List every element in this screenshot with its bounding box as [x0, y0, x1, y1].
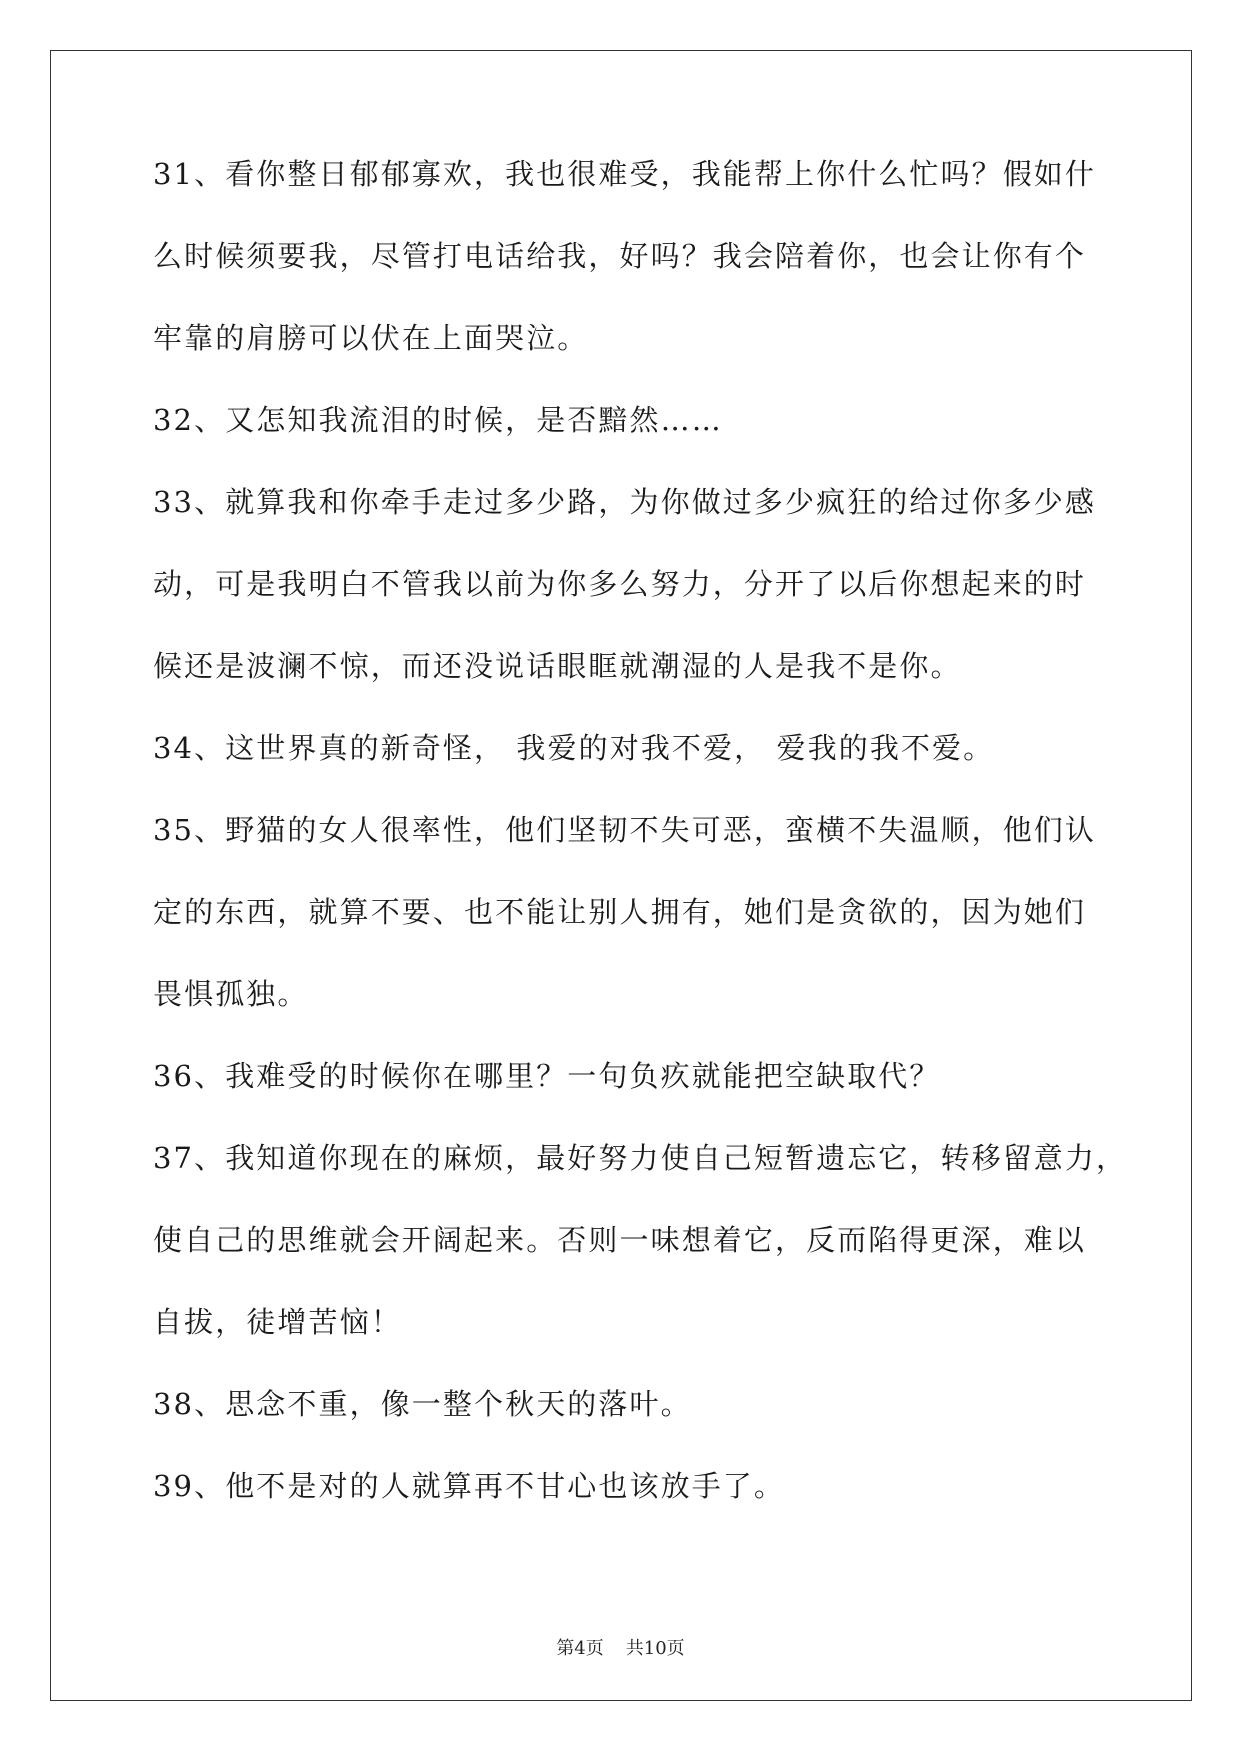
text-line: 34、这世界真的新奇怪， 我爱的对我不爱， 爱我的我不爱。: [153, 731, 995, 765]
document-body: [153, 157, 1128, 1554]
page-number-current: 第4页: [556, 1638, 604, 1659]
text-line: 定的东西，就算不要、也不能让别人拥有，她们是贪欲的，因为她们: [153, 895, 1087, 929]
text-line: 36、我难受的时候你在哪里？一句负疚就能把空缺取代？: [153, 1059, 941, 1093]
page-number-total: 共10页: [625, 1638, 685, 1659]
text-line: 38、思念不重，像一整个秋天的落叶。: [153, 1387, 692, 1421]
text-line: 31、看你整日郁郁寡欢，我也很难受，我能帮上你什么忙吗？假如什: [153, 157, 1097, 191]
text-line: 自拔，徒增苦恼！: [153, 1305, 402, 1339]
page-footer: [0, 1640, 1241, 1658]
text-line: 候还是波澜不惊，而还没说话眼眶就潮湿的人是我不是你。: [153, 649, 962, 683]
text-line: 32、又怎知我流泪的时候，是否黯然……: [153, 403, 723, 437]
text-line: 使自己的思维就会开阔起来。否则一味想着它，反而陷得更深，难以: [153, 1223, 1087, 1257]
text-line: 35、野猫的女人很率性，他们坚韧不失可恶，蛮横不失温顺，他们认: [153, 813, 1097, 847]
text-line: 动，可是我明白不管我以前为你多么努力，分开了以后你想起来的时: [153, 567, 1087, 601]
text-line: 牢靠的肩膀可以伏在上面哭泣。: [153, 321, 589, 355]
text-line: 33、就算我和你牵手走过多少路，为你做过多少疯狂的给过你多少感: [153, 485, 1097, 519]
text-line: 畏惧孤独。: [153, 977, 309, 1011]
text-line: 39、他不是对的人就算再不甘心也该放手了。: [153, 1469, 786, 1503]
text-line: 么时候须要我，尽管打电话给我，好吗？我会陪着你，也会让你有个: [153, 239, 1087, 273]
text-line: 37、我知道你现在的麻烦，最好努力使自己短暂遗忘它，转移留意力，: [153, 1141, 1128, 1175]
